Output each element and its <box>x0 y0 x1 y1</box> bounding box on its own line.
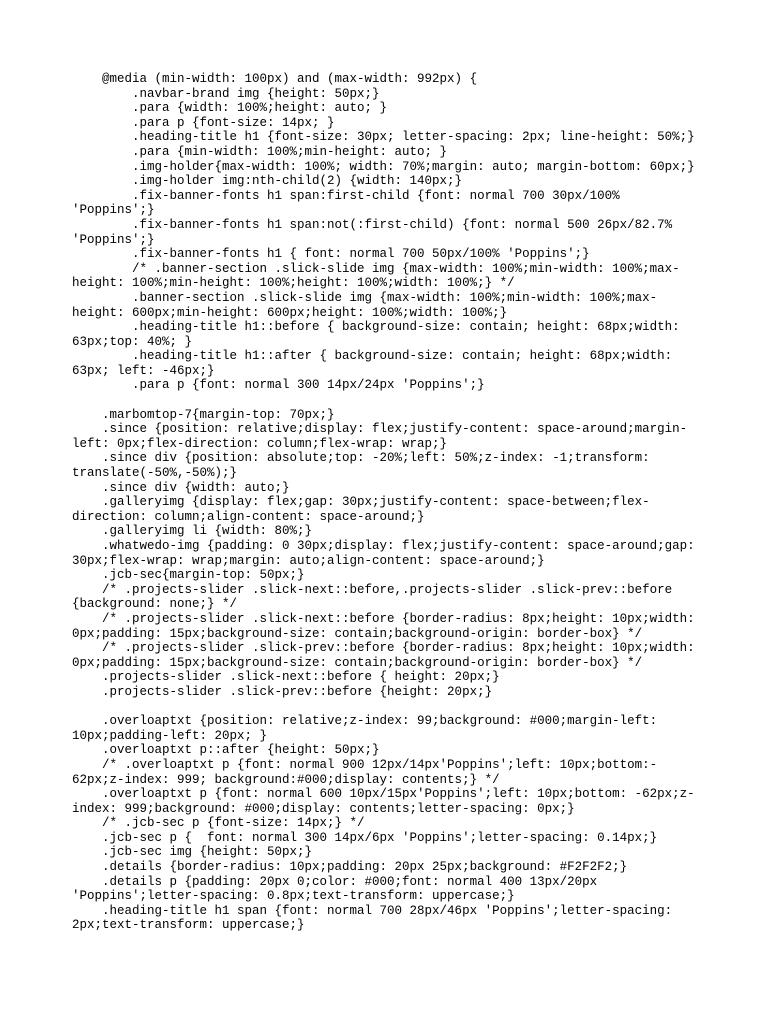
code-line: 0px;padding: 15px;background-size: contain;background-origin: border-box} */ <box>72 655 643 670</box>
code-line: /* .jcb-sec p {font-size: 14px;} */ <box>72 816 365 831</box>
code-line: 63px;top: 40%; } <box>72 334 193 349</box>
code-line: .galleryimg li {width: 80%;} <box>72 524 313 539</box>
code-line: /* .projects-slider .slick-prev::before {border-radius: 8px;height: 10px;width: <box>72 641 695 656</box>
code-line: .galleryimg {display: flex;gap: 30px;justify-content: space-between;flex- <box>72 495 650 510</box>
code-line: .overloaptxt p {font: normal 600 10px/15px'Poppins';left: 10px;bottom: -62px;z- <box>72 787 695 802</box>
code-line: .overloaptxt {position: relative;z-index: 99;background: #000;margin-left: <box>72 714 658 729</box>
code-line: .img-holder{max-width: 100%; width: 70%;margin: auto; margin-bottom: 60px;} <box>72 159 695 174</box>
code-line: height: 100%;min-height: 100%;height: 100%;width: 100%;} */ <box>72 276 515 291</box>
code-line: .navbar-brand img {height: 50px;} <box>72 86 380 101</box>
code-line: .fix-banner-fonts h1 { font: normal 700 50px/100% 'Poppins';} <box>72 247 590 262</box>
code-line: 'Poppins';letter-spacing: 0.8px;text-transform: uppercase;} <box>72 889 515 904</box>
code-line: /* .overloaptxt p {font: normal 900 12px/14px'Poppins';left: 10px;bottom:- <box>72 757 658 772</box>
code-line: .details {border-radius: 10px;padding: 20px 25px;background: #F2F2F2;} <box>72 860 628 875</box>
blank-line <box>72 393 712 408</box>
code-line: 10px;padding-left: 20px; } <box>72 728 268 743</box>
code-line: .since div {width: auto;} <box>72 480 290 495</box>
code-line: .projects-slider .slick-next::before { height: 20px;} <box>72 670 500 685</box>
code-line: .banner-section .slick-slide img {max-width: 100%;min-width: 100%;max- <box>72 290 658 305</box>
code-line: .para {width: 100%;height: auto; } <box>72 101 388 116</box>
code-line: .projects-slider .slick-prev::before {height: 20px;} <box>72 684 493 699</box>
code-line: 2px;text-transform: uppercase;} <box>72 918 305 933</box>
code-line: .jcb-sec p { font: normal 300 14px/6px 'Poppins';letter-spacing: 0.14px;} <box>72 830 658 845</box>
code-document <box>72 72 712 933</box>
code-line: 0px;padding: 15px;background-size: contain;background-origin: border-box} */ <box>72 626 643 641</box>
code-line: .jcb-sec{margin-top: 50px;} <box>72 568 305 583</box>
code-line: {background: none;} */ <box>72 597 238 612</box>
code-line: .fix-banner-fonts h1 span:not(:first-child) {font: normal 500 26px/82.7% <box>72 217 673 232</box>
code-line: translate(-50%,-50%);} <box>72 466 238 481</box>
code-line: .since div {position: absolute;top: -20%;left: 50%;z-index: -1;transform: <box>72 451 650 466</box>
code-line: .heading-title h1::before { background-size: contain; height: 68px;width: <box>72 320 680 335</box>
code-line: .heading-title h1 {font-size: 30px; letter-spacing: 2px; line-height: 50%;} <box>72 130 695 145</box>
code-line: .para p {font: normal 300 14px/24px 'Poppins';} <box>72 378 485 393</box>
code-line: height: 600px;min-height: 600px;height: 100%;width: 100%;} <box>72 305 508 320</box>
code-line: .jcb-sec img {height: 50px;} <box>72 845 313 860</box>
code-line: .since {position: relative;display: flex;justify-content: space-around;margin- <box>72 422 688 437</box>
code-line: .overloaptxt p::after {height: 50px;} <box>72 743 380 758</box>
code-line: .whatwedo-img {padding: 0 30px;display: flex;justify-content: space-around;gap: <box>72 539 695 553</box>
code-line: .heading-title h1 span {font: normal 700 28px/46px 'Poppins';letter-spacing: <box>72 903 673 918</box>
code-line: left: 0px;flex-direction: column;flex-wrap: wrap;} <box>72 436 448 451</box>
blank-line <box>72 700 712 715</box>
code-line: /* .projects-slider .slick-next::before {border-radius: 8px;height: 10px;width: <box>72 611 695 626</box>
code-line: 'Poppins';} <box>72 232 155 247</box>
code-line: .details p {padding: 20px 0;color: #000;font: normal 400 13px/20px <box>72 874 598 889</box>
code-line: .fix-banner-fonts h1 span:first-child {font: normal 700 30px/100% <box>72 188 620 203</box>
code-line: direction: column;align-content: space-around;} <box>72 509 425 524</box>
code-line: .para {min-width: 100%;min-height: auto; } <box>72 144 448 159</box>
code-line: /* .projects-slider .slick-next::before,.projects-slider .slick-prev::before <box>72 582 673 597</box>
code-line: 'Poppins';} <box>72 203 155 218</box>
code-line: 30px;flex-wrap: wrap;margin: auto;align-content: space-around;} <box>72 553 545 568</box>
code-line: .img-holder img:nth-child(2) {width: 140px;} <box>72 174 463 189</box>
code-line: 62px;z-index: 999; background:#000;display: contents;} */ <box>72 772 500 787</box>
code-line: /* .banner-section .slick-slide img {max-width: 100%;min-width: 100%;max- <box>72 261 680 276</box>
code-line: .marbomtop-7{margin-top: 70px;} <box>72 407 335 422</box>
code-line: index: 999;background: #000;display: contents;letter-spacing: 0px;} <box>72 801 575 816</box>
code-line: .para p {font-size: 14px; } <box>72 115 335 130</box>
code-line: .heading-title h1::after { background-size: contain; height: 68px;width: <box>72 349 673 364</box>
code-line: 63px; left: -46px;} <box>72 363 215 378</box>
code-line: @media (min-width: 100px) and (max-width: 992px) { <box>72 72 478 86</box>
